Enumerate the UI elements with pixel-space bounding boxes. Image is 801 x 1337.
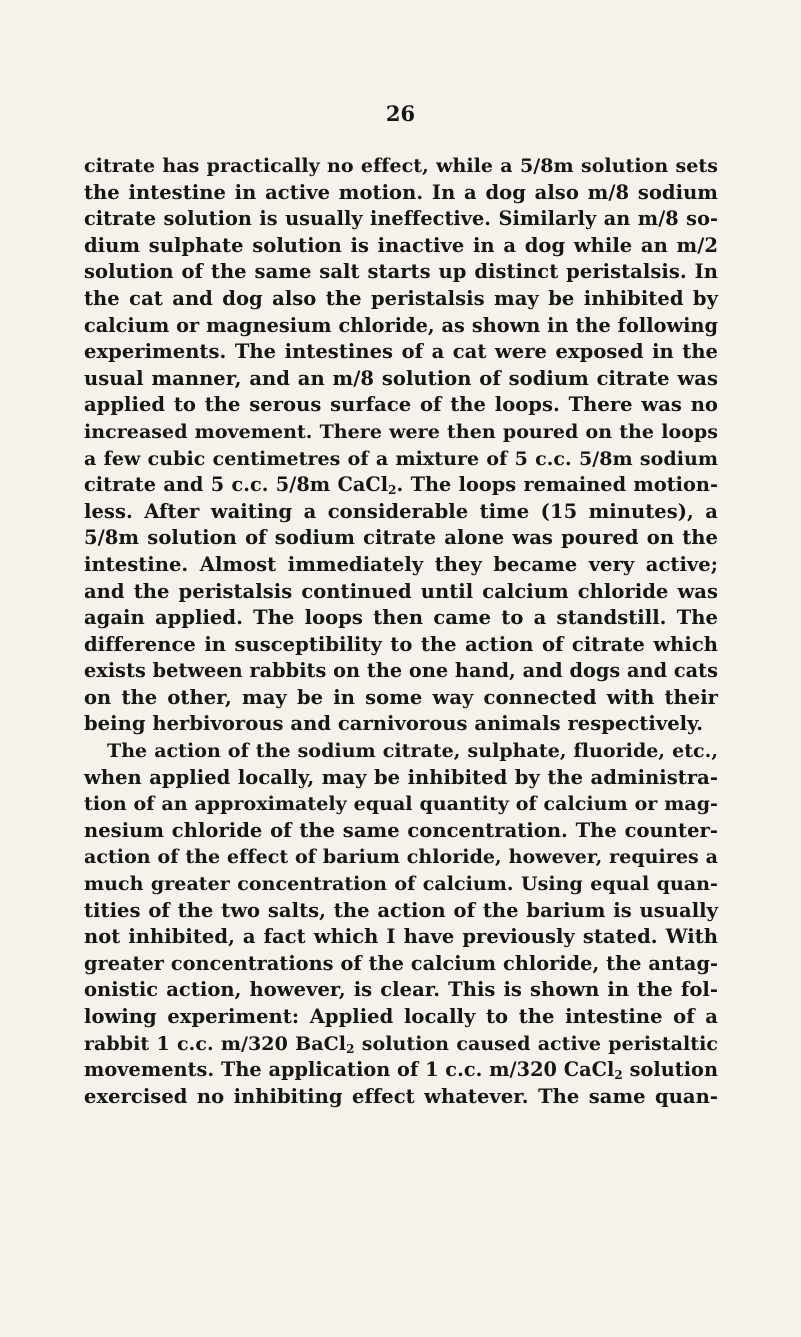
text-line: nesium chloride of the same concentration. The counter- bbox=[84, 818, 718, 842]
text-line: much greater concentration of calcium. Using equal quan- bbox=[84, 873, 718, 896]
text-line: citrate and 5 c.c. 5/8m CaCl$_2$. The loops remained motion- bbox=[84, 473, 718, 498]
text-line: onistic action, however, is clear. This is shown in the fol- bbox=[84, 978, 718, 1002]
text-line: not inhibited, a fact which I have previously stated. With bbox=[84, 925, 718, 949]
text-line: exists between rabbits on the one hand, and dogs and cats bbox=[84, 659, 718, 683]
subscript: 2 bbox=[388, 483, 397, 498]
text-line: greater concentrations of the calcium chloride, the antag- bbox=[84, 951, 718, 975]
text-line: experiments. The intestines of a cat were exposed in the bbox=[84, 340, 718, 364]
text-line: usual manner, and an m/8 solution of sodium citrate was bbox=[84, 366, 718, 390]
text-line: exercised no inhibiting effect whatever. The same quan- bbox=[84, 1084, 718, 1108]
text-line: solution of the same salt starts up distinct peristalsis. In bbox=[84, 260, 718, 284]
body-text bbox=[84, 153, 718, 1110]
paragraph bbox=[84, 738, 718, 1110]
text-line: the cat and dog also the peristalsis may be inhibited by bbox=[84, 286, 718, 310]
text-line: rabbit 1 c.c. m/320 BaCl$_2$ solution caused active peristaltic bbox=[84, 1032, 719, 1056]
text-line: citrate solution is usually ineffective. Similarly an m/8 so- bbox=[84, 207, 718, 231]
text-line: being herbivorous and carnivorous animals respectively. bbox=[84, 712, 704, 736]
text-line: movements. The application of 1 c.c. m/320 CaCl$_2$ solution bbox=[84, 1058, 718, 1083]
text-line: difference in susceptibility to the action of citrate which bbox=[84, 632, 718, 656]
text-line: The action of the sodium citrate, sulphate, fluoride, etc., bbox=[107, 740, 718, 763]
subscript: 2 bbox=[346, 1041, 355, 1056]
text-line: again applied. The loops then came to a standstill. The bbox=[84, 606, 718, 630]
text-line: lowing experiment: Applied locally to the intestine of a bbox=[84, 1005, 718, 1028]
text-line: when applied locally, may be inhibited by the administra- bbox=[84, 765, 718, 789]
text-line: the intestine in active motion. In a dog also m/8 sodium bbox=[84, 180, 718, 204]
page-number: 26 bbox=[385, 101, 416, 126]
text-line: 5/8m solution of sodium citrate alone was poured on the bbox=[84, 526, 718, 550]
text-line: applied to the serous surface of the loops. There was no bbox=[84, 393, 718, 417]
text-line: a few cubic centimetres of a mixture of 5 c.c. 5/8m sodium bbox=[84, 447, 718, 470]
text-line: and the peristalsis continued until calcium chloride was bbox=[84, 579, 718, 603]
paragraph bbox=[84, 153, 718, 738]
text-line: tion of an approximately equal quantity of calcium or mag- bbox=[84, 793, 718, 816]
text-line: calcium or magnesium chloride, as shown in the following bbox=[84, 313, 718, 337]
text-line: less. After waiting a considerable time (15 minutes), a bbox=[84, 499, 718, 523]
text-line: dium sulphate solution is inactive in a dog while an m/2 bbox=[84, 233, 718, 257]
text-line: on the other, may be in some way connected with their bbox=[84, 685, 718, 709]
text-line: citrate has practically no effect, while a 5/8m solution sets bbox=[84, 155, 718, 177]
text-line: increased movement. There were then poured on the loops bbox=[84, 420, 718, 443]
text-line: tities of the two salts, the action of the barium is usually bbox=[84, 898, 718, 922]
text-line: intestine. Almost immediately they became very active; bbox=[84, 552, 718, 576]
subscript: 2 bbox=[614, 1068, 623, 1083]
text-line: action of the effect of barium chloride, however, requires a bbox=[84, 846, 718, 869]
